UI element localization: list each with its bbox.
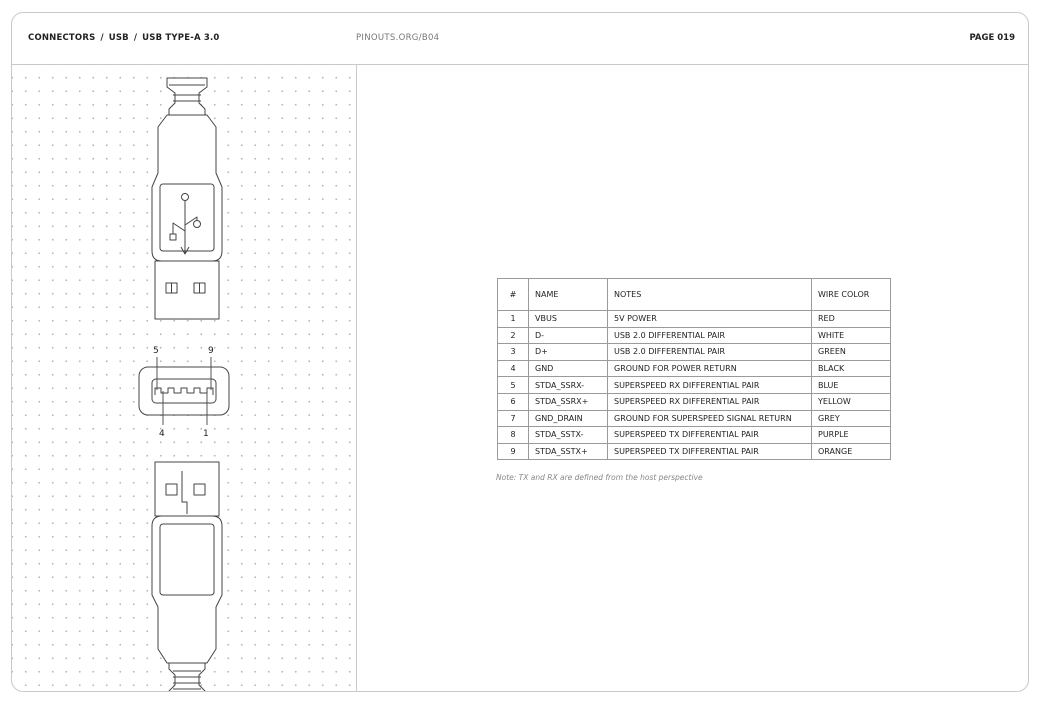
breadcrumb-separator: / bbox=[100, 33, 104, 43]
pin-name: GND_DRAIN bbox=[529, 410, 608, 427]
table-row bbox=[498, 443, 891, 460]
breadcrumb-item-usb-type-a[interactable]: USB TYPE-A 3.0 bbox=[142, 33, 220, 43]
breadcrumb-item-usb[interactable]: USB bbox=[108, 33, 129, 43]
pin-number: 4 bbox=[498, 360, 529, 377]
pin-number: 6 bbox=[498, 393, 529, 410]
table-row bbox=[498, 377, 891, 394]
pin-number: 9 bbox=[498, 443, 529, 460]
column-header-wire-color: WIRE COLOR bbox=[812, 279, 891, 311]
table-row bbox=[498, 410, 891, 427]
pin-name: STDA_SSRX+ bbox=[529, 393, 608, 410]
pin-wire-color: RED bbox=[812, 311, 891, 328]
pin-number: 7 bbox=[498, 410, 529, 427]
connector-diagram-panel bbox=[12, 65, 357, 692]
table-row bbox=[498, 427, 891, 444]
table-row bbox=[498, 360, 891, 377]
usb-connector-bottom-icon bbox=[152, 462, 222, 692]
pin-name: STDA_SSTX+ bbox=[529, 443, 608, 460]
page-number: PAGE 019 bbox=[969, 33, 1015, 43]
pin-name: VBUS bbox=[529, 311, 608, 328]
table-row bbox=[498, 393, 891, 410]
usb-receptacle-front-icon bbox=[139, 357, 229, 425]
pin-name: D- bbox=[529, 327, 608, 344]
pin-wire-color: WHITE bbox=[812, 327, 891, 344]
pin-wire-color: BLUE bbox=[812, 377, 891, 394]
pin-number: 1 bbox=[498, 311, 529, 328]
pin-notes: GROUND FOR SUPERSPEED SIGNAL RETURN bbox=[608, 410, 812, 427]
pinout-table bbox=[497, 278, 891, 460]
table-header-row bbox=[498, 279, 891, 311]
pin-name: STDA_SSRX- bbox=[529, 377, 608, 394]
pin-notes: SUPERSPEED TX DIFFERENTIAL PAIR bbox=[608, 427, 812, 444]
pin-notes: GROUND FOR POWER RETURN bbox=[608, 360, 812, 377]
pin-wire-color: PURPLE bbox=[812, 427, 891, 444]
pin-notes: 5V POWER bbox=[608, 311, 812, 328]
table-row bbox=[498, 327, 891, 344]
pin-number: 8 bbox=[498, 427, 529, 444]
pin-notes: USB 2.0 DIFFERENTIAL PAIR bbox=[608, 327, 812, 344]
pin-label-1: 1 bbox=[203, 429, 209, 439]
column-header-name: NAME bbox=[529, 279, 608, 311]
pin-wire-color: GREEN bbox=[812, 344, 891, 361]
pin-name: GND bbox=[529, 360, 608, 377]
usb-connector-top-icon bbox=[152, 78, 222, 319]
pinout-panel bbox=[357, 65, 1029, 692]
page-frame bbox=[11, 12, 1029, 692]
pin-label-5: 5 bbox=[153, 346, 159, 356]
table-row bbox=[498, 311, 891, 328]
pin-notes: SUPERSPEED RX DIFFERENTIAL PAIR bbox=[608, 393, 812, 410]
breadcrumb-separator: / bbox=[133, 33, 138, 43]
pin-notes: SUPERSPEED RX DIFFERENTIAL PAIR bbox=[608, 377, 812, 394]
footnote: Note: TX and RX are defined from the host perspective bbox=[496, 473, 703, 482]
pin-wire-color: GREY bbox=[812, 410, 891, 427]
pin-wire-color: ORANGE bbox=[812, 443, 891, 460]
column-header-notes: NOTES bbox=[608, 279, 812, 311]
pin-notes: USB 2.0 DIFFERENTIAL PAIR bbox=[608, 344, 812, 361]
pin-number: 3 bbox=[498, 344, 529, 361]
pin-notes: SUPERSPEED TX DIFFERENTIAL PAIR bbox=[608, 443, 812, 460]
column-header-number: # bbox=[498, 279, 529, 311]
breadcrumb-item-connectors[interactable]: CONNECTORS bbox=[28, 33, 96, 43]
pin-wire-color: BLACK bbox=[812, 360, 891, 377]
table-row bbox=[498, 344, 891, 361]
pin-name: STDA_SSTX- bbox=[529, 427, 608, 444]
connector-diagram bbox=[12, 65, 357, 692]
page-header bbox=[12, 13, 1028, 65]
pin-name: D+ bbox=[529, 344, 608, 361]
pin-number: 2 bbox=[498, 327, 529, 344]
site-url[interactable]: PINOUTS.ORG/B04 bbox=[356, 33, 440, 43]
pin-number: 5 bbox=[498, 377, 529, 394]
breadcrumb bbox=[28, 33, 220, 43]
pin-label-4: 4 bbox=[159, 429, 165, 439]
pin-wire-color: YELLOW bbox=[812, 393, 891, 410]
pin-label-9: 9 bbox=[208, 346, 214, 356]
